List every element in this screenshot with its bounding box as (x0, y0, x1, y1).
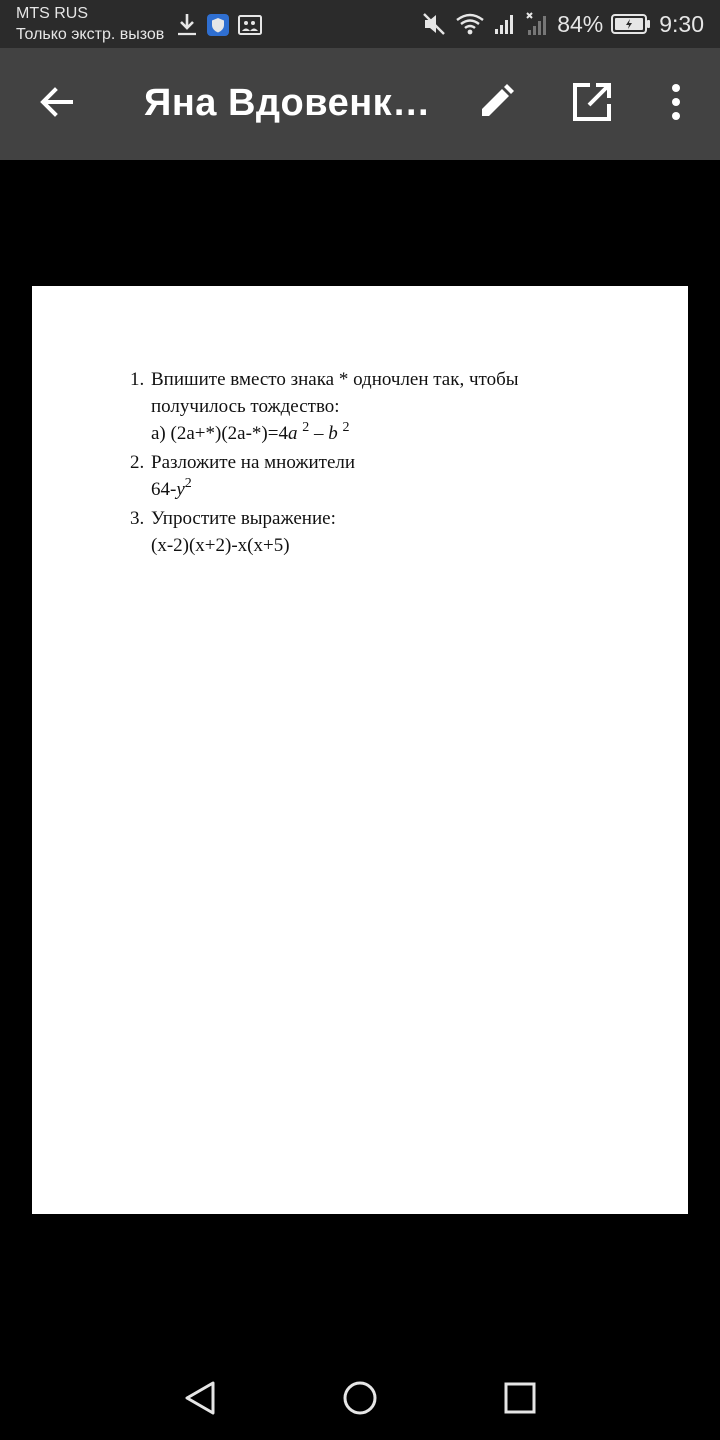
list-item (130, 449, 610, 505)
item-equation: (x-2)(x+2)-x(x+5) (151, 535, 290, 556)
exponent: 2 (184, 476, 192, 491)
list-item (130, 366, 610, 449)
item-text: Впишите вместо знака * одночлен так, чтобы (151, 369, 519, 390)
exponent: 2 (302, 420, 310, 435)
equation-text: 64- (151, 479, 177, 500)
minus-sign: – (309, 423, 329, 444)
battery-percent: 84% (557, 10, 604, 37)
edit-button[interactable] (466, 76, 526, 132)
app-bar (0, 48, 720, 160)
carrier-status: Только экстр. вызов (16, 26, 165, 43)
document-page[interactable] (32, 286, 688, 1214)
shield-icon (206, 13, 230, 37)
clock: 9:30 (659, 10, 704, 37)
system-indicators (421, 8, 704, 40)
pencil-icon (476, 82, 516, 127)
variable-b: b (328, 423, 338, 444)
item-equation (151, 476, 610, 505)
battery-icon (611, 13, 651, 35)
wifi-icon (455, 11, 485, 37)
item-number: 1. (130, 369, 145, 390)
open-external-icon (572, 82, 612, 127)
navigation-bar (0, 1356, 720, 1440)
status-bar (0, 0, 720, 48)
nav-recents-icon (504, 1382, 536, 1419)
nav-home-icon (342, 1380, 378, 1421)
nav-recents-button[interactable] (490, 1376, 550, 1424)
notification-icons (175, 12, 263, 38)
back-button[interactable] (28, 76, 84, 132)
carrier-name: MTS RUS (16, 5, 88, 22)
variable-y: y (176, 479, 185, 500)
item-number: 2. (130, 452, 145, 473)
document-title: Яна Вдовенк… (144, 82, 431, 124)
item-text: Упростите выражение: (151, 508, 336, 529)
item-text: Разложите на множители (151, 452, 356, 473)
equation-text: а) (2a+*)(2a-*)=4 (151, 423, 288, 444)
document-content (130, 366, 610, 559)
exponent: 2 (342, 420, 350, 435)
mute-icon (421, 11, 447, 37)
gallery-icon (237, 14, 263, 36)
download-icon (175, 12, 199, 38)
nav-home-button[interactable] (330, 1376, 390, 1424)
more-options-button[interactable] (650, 76, 702, 132)
variable-a: a (287, 423, 298, 444)
more-vert-icon (670, 84, 682, 125)
item-equation (151, 420, 610, 449)
nav-back-button[interactable] (170, 1376, 230, 1424)
signal-icon (493, 12, 517, 36)
signal-x-icon (525, 11, 549, 37)
open-in-app-button[interactable] (562, 76, 622, 132)
item-number: 3. (130, 508, 145, 529)
item-text: получилось тождество: (151, 396, 340, 417)
arrow-left-icon (38, 84, 74, 125)
nav-back-icon (183, 1380, 217, 1421)
list-item (130, 505, 610, 559)
